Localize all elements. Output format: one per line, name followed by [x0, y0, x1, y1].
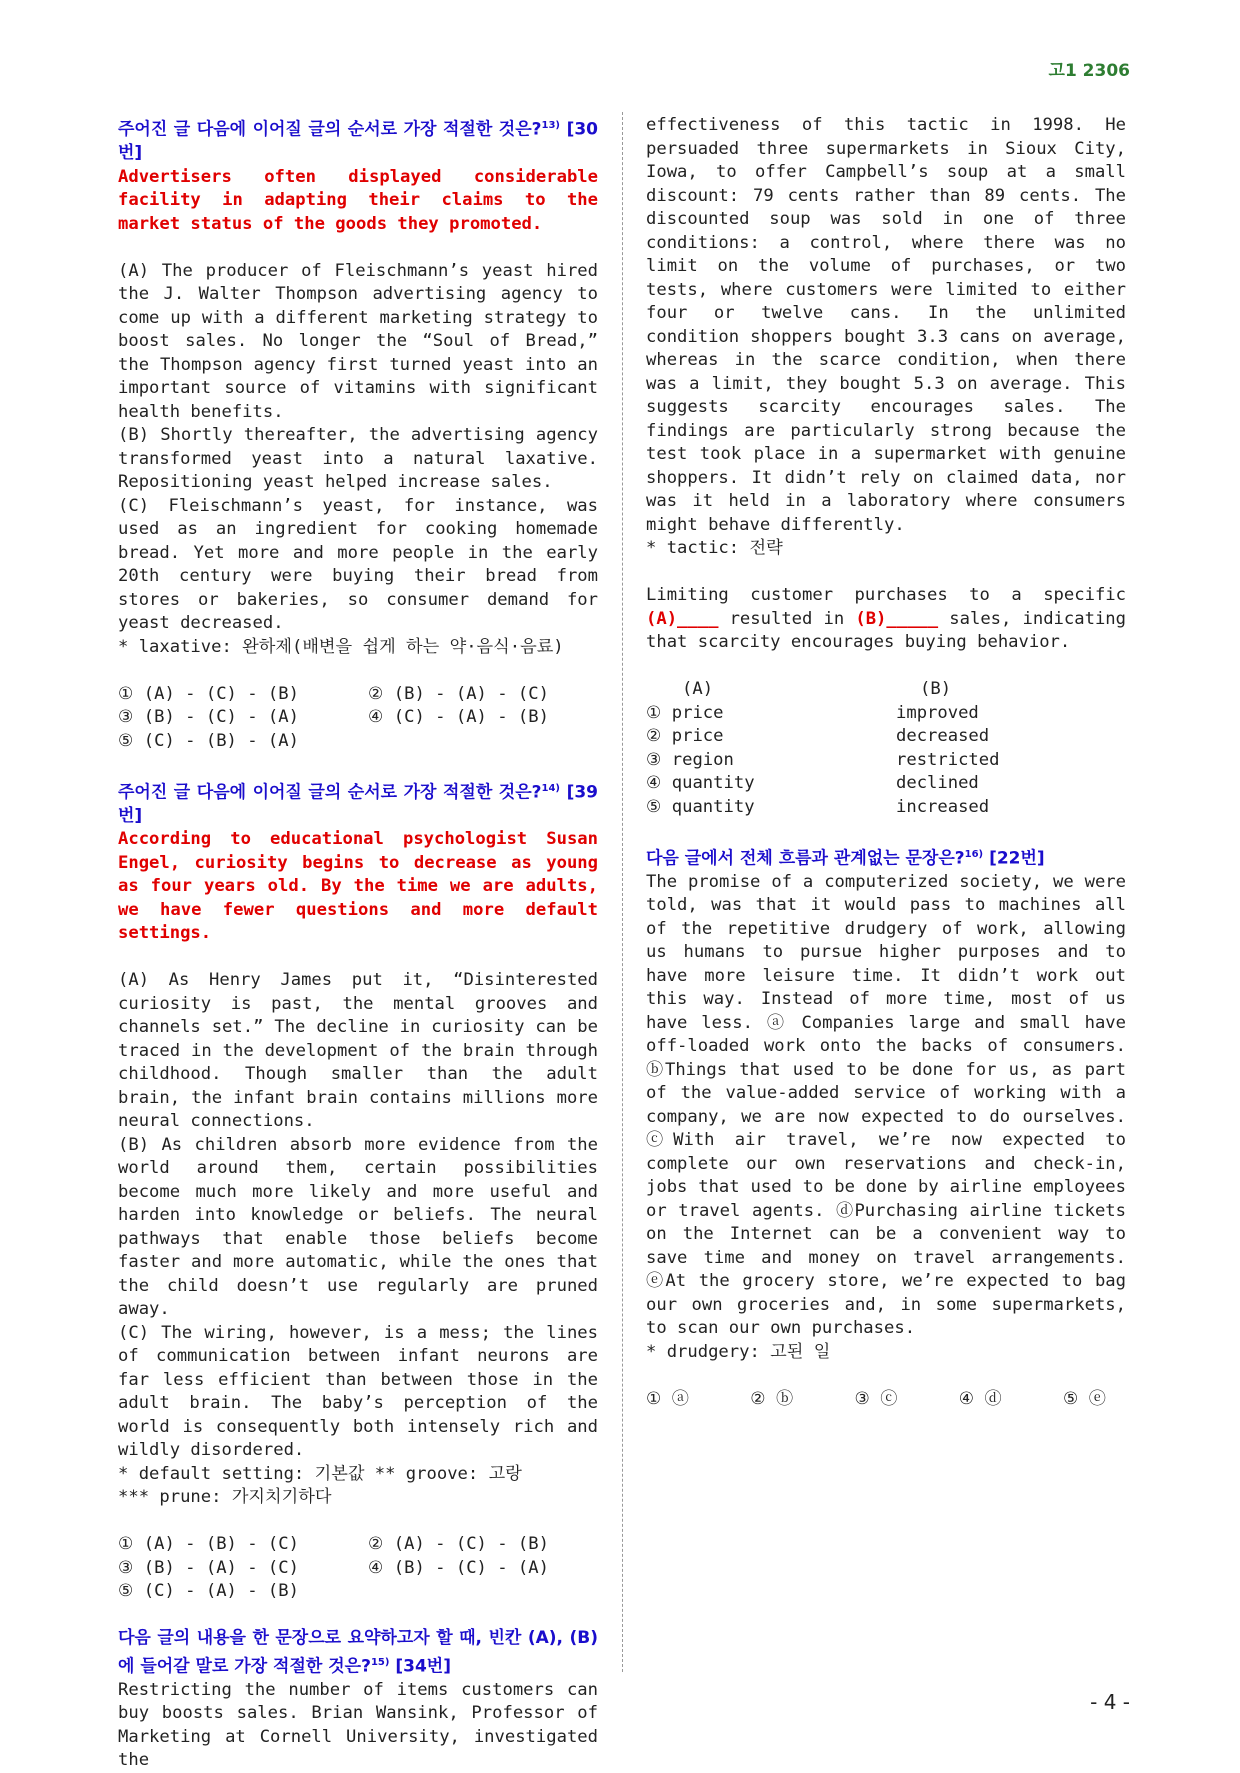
- q22-option-3[interactable]: ③ ⓒ: [854, 1388, 898, 1409]
- q30-options: [118, 683, 598, 754]
- q34-summary-part2: resulted in: [718, 608, 856, 629]
- q34-option-2-b: decreased: [896, 726, 990, 746]
- q30-option-1[interactable]: ① (A) - (C) - (B): [118, 683, 299, 704]
- q34-summary-part1: Limiting customer purchases to a specific: [646, 585, 1126, 605]
- q34-options-table: [646, 678, 1126, 819]
- q34-option-3-b: restricted: [896, 749, 1000, 770]
- q34-body-right: effectiveness of this tactic in 1998. He persuaded three supermarkets in Sioux City, Iowa, to offer Campbell’s soup at a small discount: 79 cents rather than 89 cents. The discounted soup was sold in one of three conditions: a control, where there was no limit on the volume of purchases, or two tests, where customers were limited to either four or twelve cans. In the unlimited condition shoppers bought 3.3 cans on average, whereas in the scarce condition, when there was a limit, they bought 5.3 on average. This suggests scarcity encourages sales. The findings are particularly strong because the test took place in a supermarket with genuine shoppers. It didn’t rely on claimed data, nor was it held in a laboratory where consumers might behave differently.: [646, 115, 1126, 535]
- q39-lead: According to educational psychologist Susan Engel, curiosity begins to decrease as young as four years old. By the time we are adults, we have fewer questions and more default settings.: [118, 829, 598, 944]
- q30-title-text: 주어진 글 다음에 이어질 글의 순서로 가장 적절한 것은?: [118, 119, 542, 140]
- question-30-title: [118, 114, 598, 166]
- q39-paragraph-b: (B) As children absorb more evidence from the world around them, certain possibilities become much more likely and more useful and harden into knowledge or beliefs. The neural pathways that enable those beliefs become faster and more automatic, while the ones that the child doesn’t use regularly are pruned away.: [118, 1134, 598, 1320]
- q39-option-2[interactable]: ② (A) - (C) - (B): [368, 1534, 549, 1555]
- q30-paragraph-a: (A) The producer of Fleischmann’s yeast hired the J. Walter Thompson advertising agency to come up with a different marketing strategy to boost sales. No longer the “Soul of Bread,” the Thompson agency first turned yeast into an important source of vitamins with significant health benefits.: [118, 260, 598, 422]
- q39-option-5[interactable]: ⑤ (C) - (A) - (B): [118, 1581, 299, 1602]
- q39-tag: [39번]: [118, 782, 598, 826]
- q34-option-1-b: improved: [896, 702, 979, 723]
- q30-lead: Advertisers often displayed considerable facility in adapting their claims to the market status of the goods they promoted.: [118, 166, 598, 234]
- q22-option-4[interactable]: ④ ⓓ: [958, 1388, 1002, 1409]
- blank-a: (A)____: [646, 608, 719, 629]
- right-column: [646, 114, 1126, 1411]
- q39-option-1[interactable]: ① (A) - (B) - (C): [118, 1534, 299, 1555]
- question-22-title: [646, 843, 1126, 871]
- q39-title-text: 주어진 글 다음에 이어질 글의 순서로 가장 적절한 것은?: [118, 782, 542, 803]
- exam-header: 고1 2306: [1048, 61, 1130, 81]
- q34-note: * tactic: 전략: [646, 538, 783, 558]
- q34-tag: [34번]: [395, 1656, 451, 1677]
- q30-option-5[interactable]: ⑤ (C) - (B) - (A): [118, 730, 299, 751]
- q39-note-1: * default setting: 기본값 ** groove: 고랑: [118, 1463, 522, 1484]
- q22-note: * drudgery: 고된 일: [646, 1341, 831, 1362]
- q39-paragraph-c: (C) The wiring, however, is a mess; the lines of communication between infant neurons are far less efficient than between those in the adult brain. The baby’s perception of the world is consequently both intensely rich and wildly disordered.: [118, 1322, 598, 1461]
- question-39-title: [118, 777, 598, 829]
- q39-note-2: *** prune: 가지치기하다: [118, 1487, 332, 1508]
- q34-footnote-ref: 15): [370, 1656, 390, 1668]
- q30-footnote-ref: 13): [541, 120, 561, 131]
- q22-option-2[interactable]: ② ⓑ: [750, 1388, 794, 1409]
- q34-option-2[interactable]: ② price: [646, 726, 724, 746]
- q22-body: The promise of a computerized society, we were told, was that it would pass to machines all of the repetitive drudgery of work, allowing us humans to pursue higher purposes and to have more leisure time. It didn’t work out this way. Instead of more time, most of us have less. ⓐ Companies large and small have off-loaded work onto the backs of consumers. ⓑThings that used to be done for us, as part of the value-added service of working with a company, we are now expected to do ourselves. ⓒWith air travel, we’re now expected to complete our own reservations and check-in, jobs that used to be done by airline employees or travel agents. ⓓPurchasing airline tickets on the Internet can be a convenient way to save time and money on travel arrangements. ⓔAt the grocery store, we’re expected to bag our own groceries and, in some supermarkets, to scan our own purchases.: [646, 871, 1126, 1339]
- column-divider: [622, 112, 623, 1672]
- q39-option-4[interactable]: ④ (B) - (C) - (A): [368, 1557, 549, 1578]
- q22-footnote-ref: 16): [964, 848, 984, 860]
- q22-option-5[interactable]: ⑤ ⓔ: [1063, 1388, 1106, 1409]
- blank-b: (B)_____: [855, 608, 939, 629]
- page-number: - 4 -: [1090, 1690, 1130, 1714]
- q30-paragraph-b: (B) Shortly thereafter, the advertising agency transformed yeast into a natural laxative. Repositioning yeast helped increase sales.: [118, 425, 598, 493]
- q30-note: * laxative: 완하제(배변을 쉽게 하는 약·음식·음료): [118, 636, 564, 657]
- q39-footnote-ref: 14): [541, 782, 561, 794]
- q22-option-1[interactable]: ① ⓐ: [646, 1388, 689, 1409]
- question-34-title: [118, 1627, 598, 1679]
- q34-option-1[interactable]: ① price: [646, 702, 724, 723]
- q30-option-4[interactable]: ④ (C) - (A) - (B): [368, 707, 549, 728]
- q30-option-3[interactable]: ③ (B) - (C) - (A): [118, 707, 299, 728]
- q30-option-2[interactable]: ② (B) - (A) - (C): [368, 683, 549, 704]
- q34-option-3[interactable]: ③ region: [646, 749, 734, 770]
- q34-title-text: 다음 글의 내용을 한 문장으로 요약하고자 할 때, 빈칸 (A), (B)에 들어갈 말로 가장 적절한 것은?: [118, 1628, 598, 1677]
- q22-title-text: 다음 글에서 전체 흐름과 관계없는 문장은?: [646, 848, 965, 869]
- q30-paragraph-c: (C) Fleischmann’s yeast, for instance, was used as an ingredient for cooking homemade bread. Yet more and more people in the early 20th century were buying their bread from stores or bakeries, so consumer demand for yeast decreased.: [118, 495, 598, 634]
- q39-option-3[interactable]: ③ (B) - (A) - (C): [118, 1557, 299, 1578]
- q34-head-a: (A): [682, 679, 714, 699]
- q34-option-4[interactable]: ④ quantity: [646, 773, 755, 793]
- q39-paragraph-a: (A) As Henry James put it, “Disinterested curiosity is past, the mental grooves and channels set.” The decline in curiosity can be traced in the development of the brain through childhood. Though smaller than the adult brain, the infant brain contains millions more neural connections.: [118, 970, 598, 1132]
- q22-tag: [22번]: [989, 848, 1045, 869]
- q30-tag: [30번]: [118, 119, 598, 164]
- q34-option-4-b: declined: [896, 773, 979, 793]
- q34-summary: [646, 584, 1126, 655]
- q34-summary-part3: sales, indicating that scarcity encourages buying behavior.: [646, 608, 1126, 652]
- q34-option-5-b: increased: [896, 796, 990, 817]
- left-column: [118, 114, 598, 1773]
- q34-option-5[interactable]: ⑤ quantity: [646, 796, 755, 817]
- q39-options: [118, 1533, 598, 1604]
- q34-head-b: (B): [920, 679, 952, 699]
- q34-body-left: Restricting the number of items customers can buy boosts sales. Brian Wansink, Professor of Marketing at Cornell University, investigated the: [118, 1679, 598, 1771]
- q22-options: [646, 1388, 1106, 1412]
